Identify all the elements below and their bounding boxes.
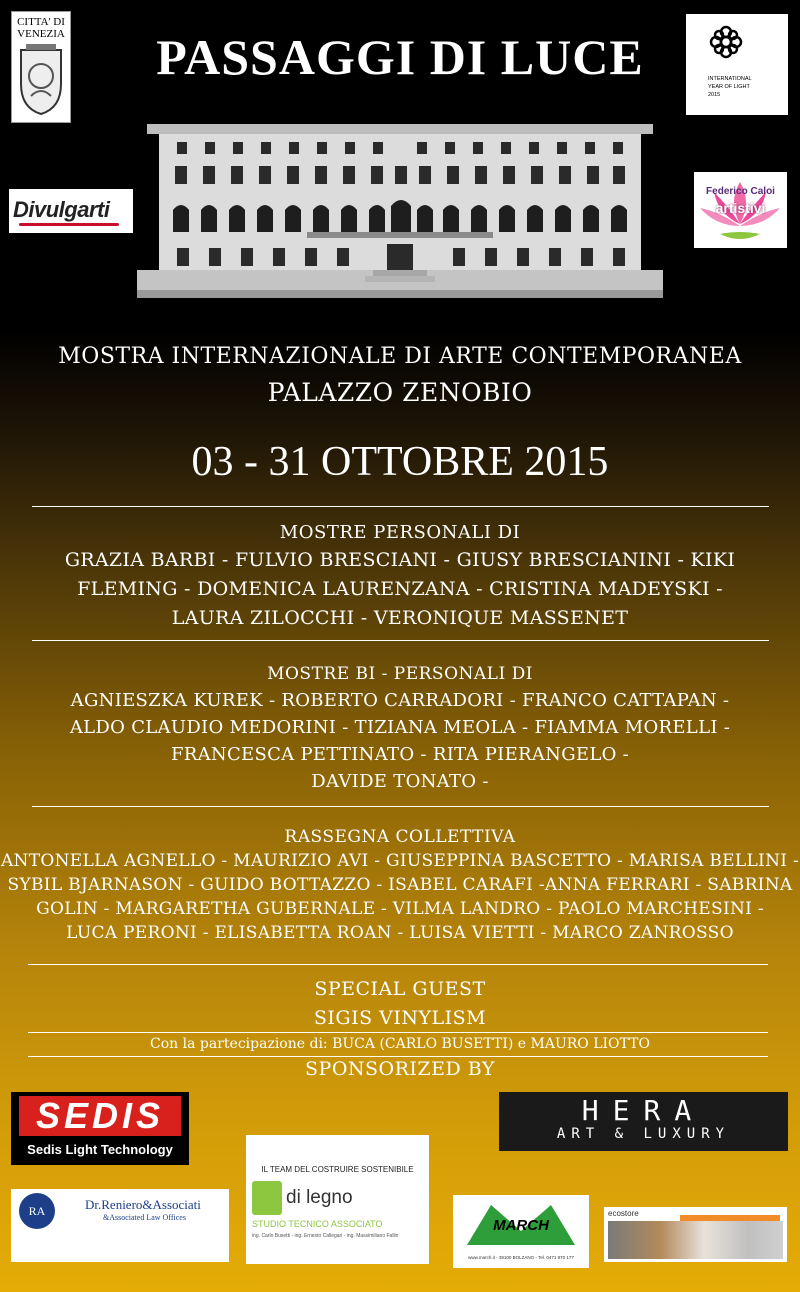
sedis-caption: Sedis Light Technology xyxy=(27,1142,173,1157)
palazzo-zenobio-image xyxy=(137,120,663,300)
venezia-text-1: CITTA' DI xyxy=(17,16,65,28)
store-name: ecostore xyxy=(608,1209,639,1218)
divulgarti-logo xyxy=(9,189,133,233)
sedis-logo xyxy=(11,1092,189,1165)
collettiva-line-2: SYBIL BJARNASON - GUIDO BOTTAZZO - ISABEL CARAFI -ANNA FERRARI - SABRINA xyxy=(7,875,793,895)
collettiva-heading: RASSEGNA COLLETTIVA xyxy=(284,827,516,847)
reniero-logo xyxy=(11,1189,229,1262)
store-logo xyxy=(604,1207,787,1262)
hera-wordmark: HERA xyxy=(581,1094,706,1127)
poster-title: PASSAGGI DI LUCE xyxy=(156,29,644,85)
reniero-sub: &Associated Law Offices xyxy=(103,1213,186,1222)
collettiva-line-4: LUCA PERONI - ELISABETTA ROAN - LUISA VIETTI - MARCO ZANROSSO xyxy=(66,923,734,943)
iyl-line-3: 2015 xyxy=(708,92,721,98)
divider-5 xyxy=(28,1032,768,1033)
personali-line-2: FLEMING - DOMENICA LAURENZANA - CRISTINA MADEYSKI - xyxy=(77,578,723,600)
venezia-crest-icon xyxy=(16,44,66,116)
reniero-circle-icon xyxy=(19,1193,55,1229)
artistivi-logo xyxy=(694,172,787,248)
dilegno-sub: STUDIO TECNICO ASSOCIATO xyxy=(252,1219,383,1229)
dilegno-top: IL TEAM DEL COSTRUIRE SOSTENIBILE xyxy=(261,1165,414,1174)
reniero-name: Dr.Reniero&Associati xyxy=(85,1197,201,1212)
bipersonali-heading: MOSTRE BI - PERSONALI DI xyxy=(267,664,533,684)
hera-logo xyxy=(499,1092,788,1151)
divider-2 xyxy=(32,640,769,641)
light-flower-icon xyxy=(708,24,744,60)
special-guest-name: SIGIS VINYLISM xyxy=(313,1007,487,1029)
collettiva-line-3: GOLIN - MARGARETHA GUBERNALE - VILMA LANDRO - PAOLO MARCHESINI - xyxy=(36,899,764,919)
iyl-line-1: INTERNATIONAL xyxy=(708,76,752,82)
event-line-2: PALAZZO ZENOBIO xyxy=(267,378,533,407)
march-name: MARCH xyxy=(493,1217,549,1234)
venezia-text-2: VENEZIA xyxy=(17,28,65,40)
divider-1 xyxy=(32,506,769,507)
store-photo-image xyxy=(608,1221,783,1259)
artistivi-top: Federico Caloi xyxy=(706,186,775,197)
artistivi-text: artistivi xyxy=(715,200,766,216)
divulgarti-text: Divulgarti xyxy=(13,197,110,222)
march-logo xyxy=(453,1195,589,1268)
collettiva-line-1: ANTONELLA AGNELLO - MAURIZIO AVI - GIUSEPPINA BASCETTO - MARISA BELLINI - xyxy=(0,851,800,871)
reniero-mark: RA xyxy=(28,1204,46,1218)
dilegno-name: di legno xyxy=(286,1187,353,1208)
divulgarti-swoosh xyxy=(19,223,119,226)
personali-line-3: LAURA ZILOCCHI - VERONIQUE MASSENET xyxy=(171,607,629,629)
hera-caption: ART & LUXURY xyxy=(556,1126,731,1142)
divider-4 xyxy=(28,964,768,965)
personali-heading: MOSTRE PERSONALI DI xyxy=(279,522,521,543)
dilegno-names: ing. Carlo Busetti - ing. Ernesto Callegari - ing. Massimiliano Fallin xyxy=(252,1233,399,1239)
divider-6 xyxy=(28,1056,768,1057)
special-guest-label: SPECIAL GUEST xyxy=(314,978,486,1000)
bipersonali-line-4: DAVIDE TONATO - xyxy=(311,771,489,792)
sedis-mark: SEDIS xyxy=(19,1096,181,1136)
iyl-line-2: YEAR OF LIGHT xyxy=(708,84,750,90)
dilegno-leaf-icon xyxy=(252,1181,282,1215)
bipersonali-line-3: FRANCESCA PETTINATO - RITA PIERANGELO - xyxy=(170,744,630,765)
event-dates: 03 - 31 OTTOBRE 2015 xyxy=(191,439,609,485)
store-orange-stripe xyxy=(680,1215,780,1221)
year-of-light-logo xyxy=(686,14,788,115)
bipersonali-line-1: AGNIESZKA KUREK - ROBERTO CARRADORI - FRANCO CATTAPAN - xyxy=(70,690,730,711)
dilegno-logo xyxy=(246,1135,429,1264)
bipersonali-line-2: ALDO CLAUDIO MEDORINI - TIZIANA MEOLA - FIAMMA MORELLI - xyxy=(69,717,731,738)
divider-3 xyxy=(32,806,769,807)
march-address: www.march.it - 39100 BOLZANO - Tel. 0471 970 177 xyxy=(468,1255,574,1260)
personali-line-1: GRAZIA BARBI - FULVIO BRESCIANI - GIUSY BRESCIANINI - KIKI xyxy=(64,549,736,571)
sponsored-by-label: SPONSORIZED BY xyxy=(305,1058,495,1080)
partecipazione-text: Con la partecipazione di: BUCA (CARLO BUSETTI) e MAURO LIOTTO xyxy=(150,1036,650,1052)
venezia-logo xyxy=(11,11,71,123)
event-line-1: MOSTRA INTERNAZIONALE DI ARTE CONTEMPORANEA xyxy=(58,344,742,369)
